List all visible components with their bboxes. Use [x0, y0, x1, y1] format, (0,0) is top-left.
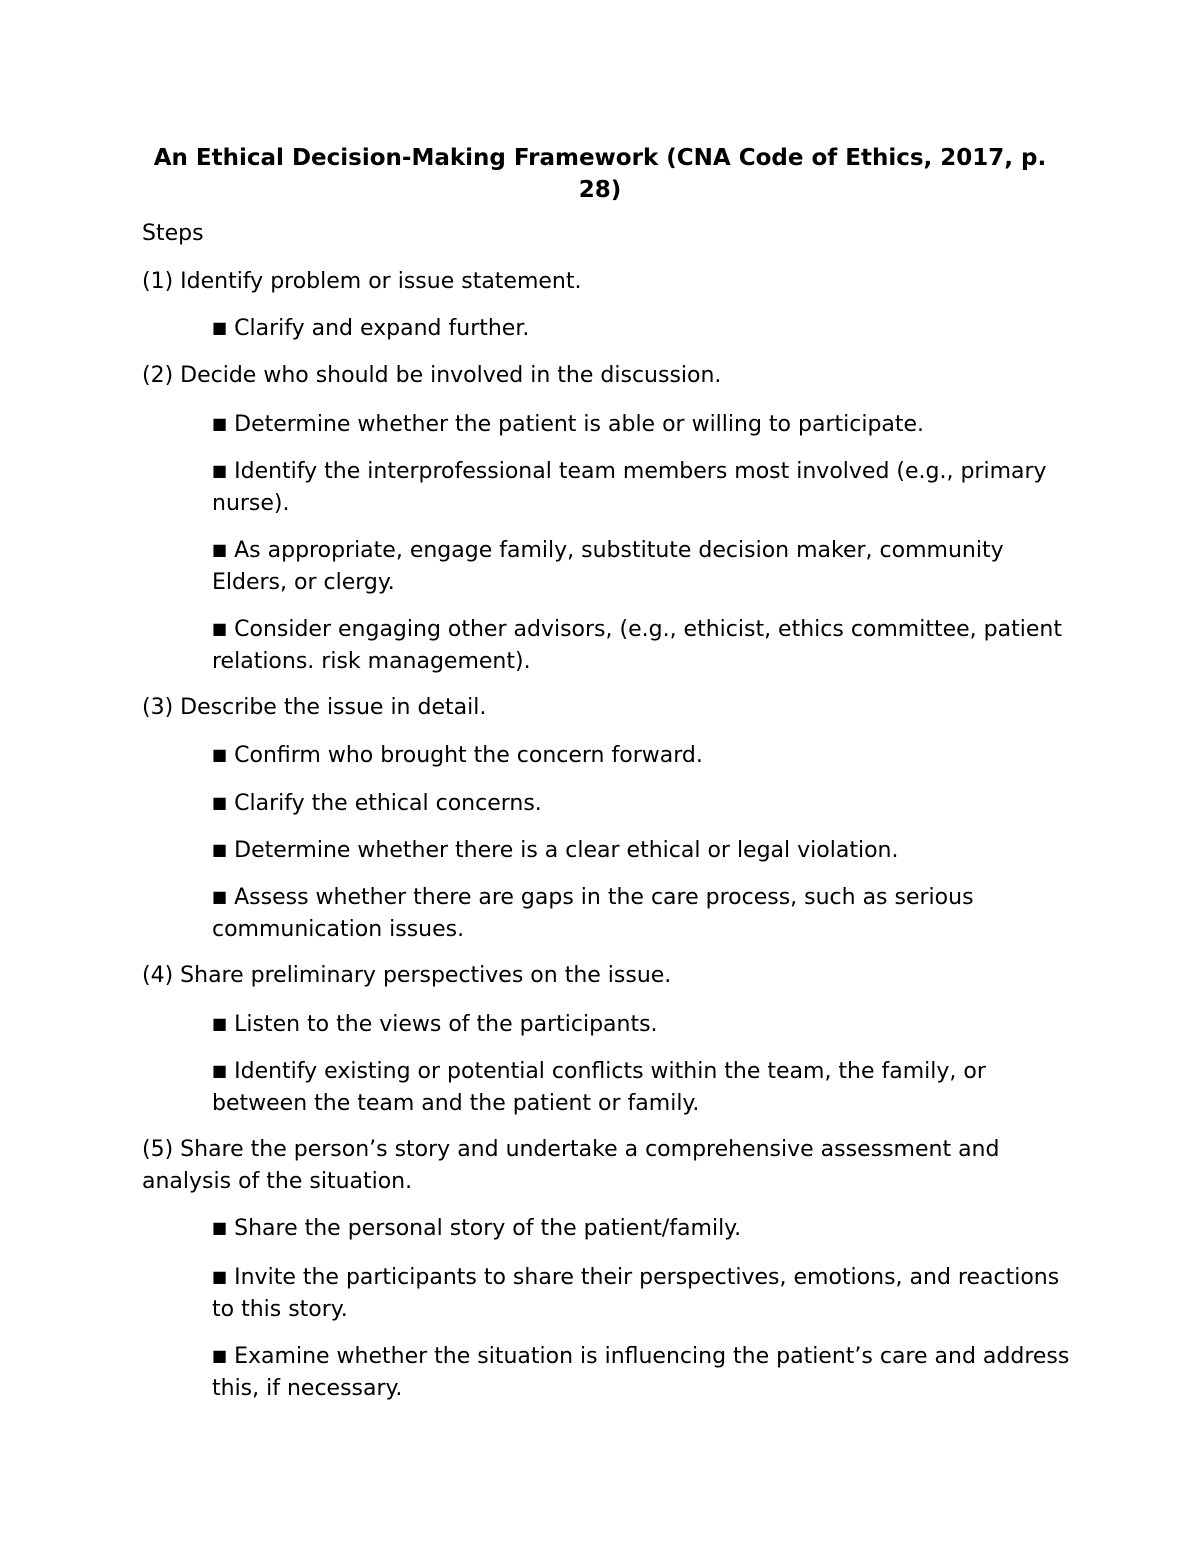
bullet-text: Invite the participants to share their perspectives, emotions, and reactions to this story.	[212, 1265, 1060, 1322]
bullet-text: Confirm who brought the concern forward.	[234, 743, 703, 768]
step-4-bullet-2	[212, 1055, 1072, 1120]
bullet-square-icon: ■	[212, 887, 228, 906]
bullet-square-icon: ■	[212, 414, 228, 433]
bullet-text: Identify the interprofessional team members most involved (e.g., primary nurse).	[212, 459, 1047, 516]
step-2-bullet-3	[212, 534, 1072, 599]
step-1: (1) Identify problem or issue statement.	[142, 269, 582, 294]
bullet-square-icon: ■	[212, 793, 228, 812]
step-5-bullet-2	[212, 1261, 1072, 1326]
step-4: (4) Share preliminary perspectives on the issue.	[142, 963, 672, 988]
step-3-bullet-3	[212, 834, 1072, 867]
step-3: (3) Describe the issue in detail.	[142, 695, 487, 720]
bullet-text: Consider engaging other advisors, (e.g., ethicist, ethics committee, patient relations. risk management).	[212, 617, 1062, 674]
step-4-bullet-1	[212, 1008, 1072, 1041]
bullet-square-icon: ■	[212, 318, 228, 337]
bullet-square-icon: ■	[212, 745, 228, 764]
step-5-bullet-3	[212, 1340, 1072, 1405]
bullet-square-icon: ■	[212, 1061, 228, 1080]
bullet-square-icon: ■	[212, 540, 228, 559]
bullet-square-icon: ■	[212, 1014, 228, 1033]
bullet-text: Clarify the ethical concerns.	[234, 791, 542, 816]
step-1-bullet-1	[212, 312, 1072, 345]
step-3-bullet-2	[212, 787, 1072, 820]
bullet-square-icon: ■	[212, 1218, 228, 1237]
bullet-square-icon: ■	[212, 840, 228, 859]
bullet-square-icon: ■	[212, 461, 228, 480]
bullet-text: Share the personal story of the patient/family.	[234, 1216, 742, 1241]
step-2-bullet-1	[212, 408, 1072, 441]
step-2: (2) Decide who should be involved in the discussion.	[142, 363, 722, 388]
bullet-text: Determine whether the patient is able or willing to participate.	[234, 412, 925, 437]
step-3-bullet-1	[212, 739, 1072, 772]
bullet-text: As appropriate, engage family, substitute decision maker, community Elders, or clergy.	[212, 538, 1004, 595]
bullet-square-icon: ■	[212, 619, 228, 638]
bullet-text: Listen to the views of the participants.	[234, 1012, 658, 1037]
bullet-text: Identify existing or potential conflicts within the team, the family, or between the team and the patient or family.	[212, 1059, 986, 1116]
bullet-text: Clarify and expand further.	[234, 316, 530, 341]
bullet-text: Assess whether there are gaps in the care process, such as serious communication issues.	[212, 885, 974, 942]
bullet-square-icon: ■	[212, 1346, 228, 1365]
step-2-bullet-2	[212, 455, 1072, 520]
bullet-text: Examine whether the situation is influencing the patient’s care and address this, if necessary.	[212, 1344, 1070, 1401]
step-3-bullet-4	[212, 881, 1072, 946]
bullet-square-icon: ■	[212, 1267, 228, 1286]
step-5-bullet-1	[212, 1212, 1072, 1245]
step-2-bullet-4	[212, 613, 1072, 678]
step-5: (5) Share the person’s story and undertake a comprehensive assessment and analysis of the situation.	[142, 1137, 1000, 1194]
steps-heading: Steps	[142, 221, 204, 246]
bullet-text: Determine whether there is a clear ethical or legal violation.	[234, 838, 899, 863]
document-title: An Ethical Decision-Making Framework (CNA Code of Ethics, 2017, p. 28)	[153, 145, 1047, 203]
